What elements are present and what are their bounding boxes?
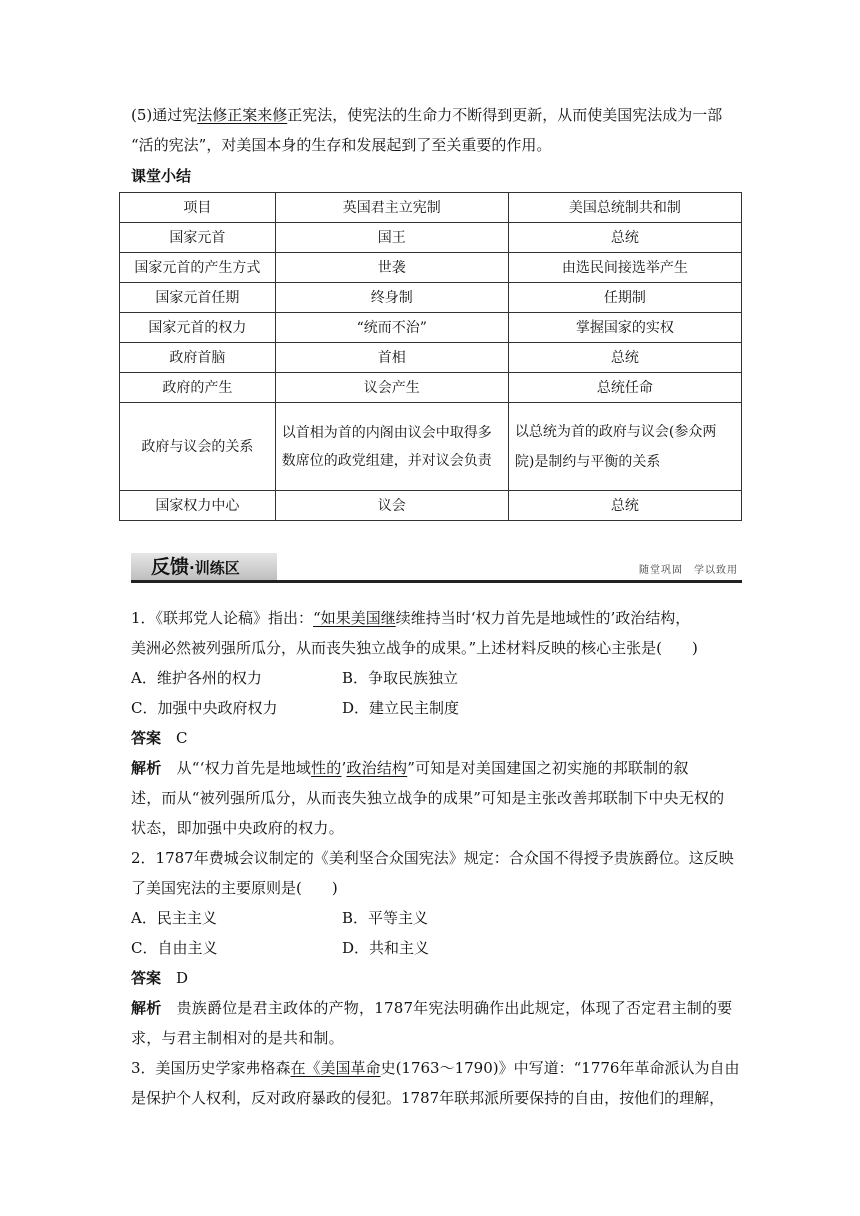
table-row: [120, 373, 742, 403]
table-cell: 掌握国家的实权: [508, 313, 741, 343]
table-cell: 国家元首: [120, 223, 276, 253]
table-cell: 终身制: [275, 283, 508, 313]
option-a: A．民主主义: [131, 909, 217, 927]
banner-title-main: 反馈: [151, 556, 190, 578]
option-d: D．建立民主制度: [342, 699, 460, 717]
question-stem: 了美国宪法的主要原则是( ): [131, 879, 338, 897]
table-cell: 首相: [275, 343, 508, 373]
stem-text: 3．美国历史学家弗格森: [131, 1059, 291, 1077]
page-content: [131, 100, 742, 1113]
table-cell: 由选民间接选举产生: [508, 253, 741, 283]
analysis-line: 求，与君主制相对的是共和制。: [131, 1029, 344, 1047]
option-c: C．自由主义: [131, 939, 218, 957]
question-stem: [131, 1053, 742, 1083]
option-a: A．维护各州的权力: [131, 669, 262, 687]
analysis-label: 解析: [131, 999, 162, 1017]
table-cell: 国王: [275, 223, 508, 253]
table-cell: 政府首脑: [120, 343, 276, 373]
table-cell: 国家元首的权力: [120, 313, 276, 343]
intro-text: 正宪法，使宪法的生命力不断得到更新，从而使美国宪法成为一部: [287, 106, 723, 124]
question-stem: 2．1787年费城会议制定的《美利坚合众国宪法》规定：合众国不得授予贵族爵位。这反映: [131, 849, 734, 867]
stem-text: 1．《联邦党人论稿》指出：: [131, 609, 314, 627]
stem-text: 史(1763～1790)》中写道：“1776年革命派认为自由: [380, 1059, 740, 1077]
options-row: [131, 933, 742, 963]
table-row: [120, 491, 742, 521]
options-row: [131, 903, 742, 933]
table-cell: 总统任命: [508, 373, 741, 403]
banner-title: [151, 553, 240, 582]
answer-label: 答案: [131, 969, 162, 987]
analysis-text: 从“‘权力首先是地域: [176, 759, 312, 777]
table-row: [120, 223, 742, 253]
option-d: D．共和主义: [342, 939, 430, 957]
table-cell: 政府与议会的关系: [120, 403, 276, 491]
table-row: [120, 343, 742, 373]
question-stem: [131, 603, 742, 633]
table-row: [120, 253, 742, 283]
banner-title-sub: ·训练区: [189, 559, 240, 577]
analysis-line: 状态，即加强中央政府的权力。: [131, 819, 344, 837]
analysis-line: 述，而从“被列强所瓜分，从而丧失独立战争的成果”可知是主张改善邦联制下中央无权的: [131, 789, 725, 807]
analysis-line: [131, 993, 742, 1023]
table-header-cell: 英国君主立宪制: [275, 193, 508, 223]
table-cell: 世袭: [275, 253, 508, 283]
section-banner: [131, 547, 742, 583]
table-cell: 议会: [275, 491, 508, 521]
intro-underlined: 法修正案来修: [197, 106, 288, 124]
answer-line: [131, 963, 742, 993]
table-cell: 任期制: [508, 283, 741, 313]
intro-text: (5)通过宪: [131, 106, 198, 124]
table-row: [120, 403, 742, 491]
banner-slogan: 随堂巩固 学以致用: [639, 565, 738, 576]
banner-rule: [131, 580, 742, 583]
summary-table: [119, 192, 742, 521]
stem-underlined: “如果美国继: [313, 609, 396, 627]
table-cell: 国家权力中心: [120, 491, 276, 521]
table-cell: 国家元首的产生方式: [120, 253, 276, 283]
analysis-underlined: 性的: [311, 759, 342, 777]
question-stem: 是保护个人权利，反对政府暴政的侵犯。1787年联邦派所要保持的自由，按他们的理解，: [131, 1089, 725, 1107]
question-3: [131, 1053, 742, 1113]
table-cell: 总统: [508, 223, 741, 253]
stem-text: 续维持当时‘权力首先是地域性的’政治结构，: [395, 609, 691, 627]
summary-heading: 课堂小结: [131, 167, 192, 185]
question-2: [131, 843, 742, 1053]
table-cell: 议会产生: [275, 373, 508, 403]
answer-line: [131, 723, 742, 753]
option-b: B．平等主义: [342, 909, 429, 927]
intro-line-2: “活的宪法”，对美国本身的生存和发展起到了至关重要的作用。: [131, 136, 552, 154]
table-row: [120, 283, 742, 313]
analysis-text: ’: [341, 759, 347, 777]
table-cell: 政府的产生: [120, 373, 276, 403]
stem-underlined: 在《美国革命: [290, 1059, 381, 1077]
analysis-text: 贵族爵位是君主政体的产物，1787年宪法明确作出此规定，体现了否定君主制的要: [176, 999, 733, 1017]
table-row: [120, 313, 742, 343]
answer-label: 答案: [131, 729, 162, 747]
option-b: B．争取民族独立: [342, 669, 459, 687]
question-1: [131, 603, 742, 843]
intro-line-1: [131, 100, 742, 130]
table-header-row: [120, 193, 742, 223]
analysis-line: [131, 753, 742, 783]
options-row: [131, 693, 742, 723]
table-cell: 以首相为首的内阁由议会中取得多数席位的政党组建，并对议会负责: [275, 403, 508, 491]
table-header-cell: 项目: [120, 193, 276, 223]
table-cell: “统而不治”: [275, 313, 508, 343]
question-stem: 美洲必然被列强所瓜分，从而丧失独立战争的成果。”上述材料反映的核心主张是( ): [131, 639, 698, 657]
table-cell: 总统: [508, 491, 741, 521]
answer-value: C: [176, 729, 188, 747]
options-row: [131, 663, 742, 693]
answer-value: D: [176, 969, 189, 987]
analysis-text: ”可知是对美国建国之初实施的邦联制的叙: [407, 759, 689, 777]
option-c: C．加强中央政府权力: [131, 699, 278, 717]
table-header-cell: 美国总统制共和制: [508, 193, 741, 223]
table-cell: 国家元首任期: [120, 283, 276, 313]
table-cell: 以总统为首的政府与议会(参众两院)是制约与平衡的关系: [508, 403, 741, 491]
analysis-label: 解析: [131, 759, 162, 777]
table-cell: 总统: [508, 343, 741, 373]
analysis-underlined: 政治结构: [346, 759, 408, 777]
